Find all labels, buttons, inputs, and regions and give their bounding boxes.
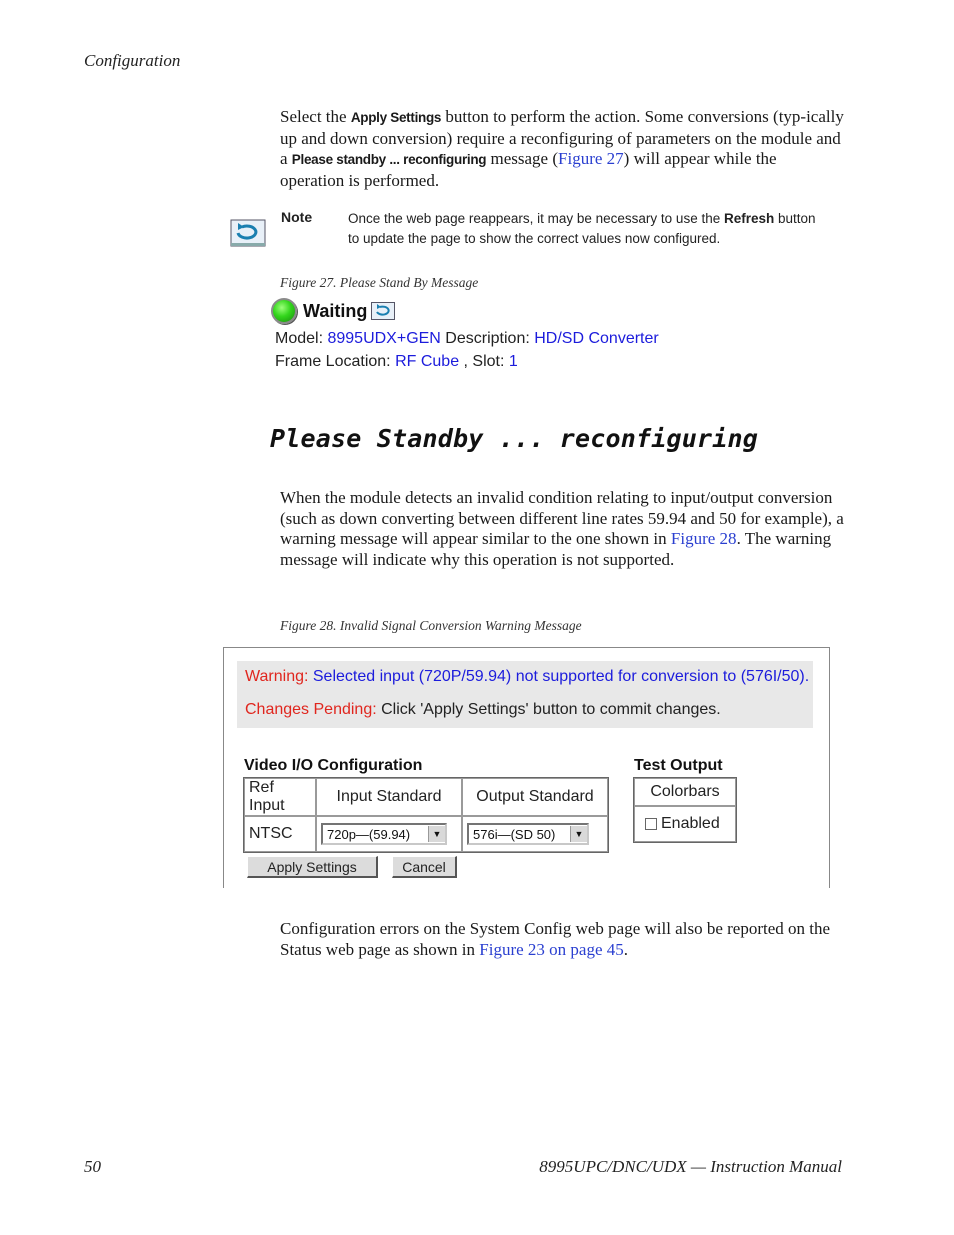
checkbox-icon[interactable]	[645, 818, 657, 830]
intro-paragraph	[280, 107, 845, 191]
enabled-label: Enabled	[661, 815, 720, 832]
input-standard-value: 720p—(59.94)	[327, 826, 411, 842]
pending-line	[245, 701, 721, 719]
note-text	[348, 209, 828, 248]
col-header-colorbars: Colorbars	[634, 778, 736, 806]
frame-label: Frame Location:	[275, 353, 396, 370]
para1-text-2: button to perform the action. Some conversions (typ-ically up and down conversion) require a reconfiguring of parameters on the module and a	[280, 107, 844, 168]
para1-text-1: Select the	[280, 107, 351, 126]
dropdown-arrow-icon[interactable]: ▼	[428, 826, 445, 842]
cancel-button[interactable]: Cancel	[392, 856, 457, 878]
test-output-table	[633, 777, 737, 843]
slot-label: , Slot:	[459, 353, 509, 370]
input-standard-select[interactable]	[321, 823, 447, 845]
apply-settings-button[interactable]: Apply Settings	[247, 856, 378, 878]
apply-settings-term: Apply Settings	[350, 110, 442, 125]
enabled-cell	[634, 806, 736, 842]
output-standard-cell	[462, 816, 608, 852]
status-led-icon	[271, 298, 297, 324]
errors-paragraph	[280, 919, 845, 960]
figure23-link[interactable]: Figure 23 on page 45	[479, 939, 624, 959]
test-output-heading: Test Output	[634, 757, 723, 774]
warning-line	[245, 668, 809, 686]
note-text-2: button to update the page to show the correct values now configured.	[348, 211, 816, 246]
ref-input-value: NTSC	[244, 816, 316, 852]
model-line	[275, 330, 659, 348]
description-value: HD/SD Converter	[534, 330, 659, 347]
dropdown-arrow-icon[interactable]: ▼	[570, 826, 587, 842]
frame-location-line	[275, 353, 518, 371]
status-label: Waiting	[303, 300, 368, 321]
pending-text: Click 'Apply Settings' button to commit changes.	[376, 701, 721, 718]
pending-label: Changes Pending:	[245, 701, 377, 718]
video-io-heading: Video I/O Configuration	[244, 757, 423, 774]
note-label: Note	[281, 209, 313, 225]
para3-text-1: Configuration errors on the System Config web page will also be reported on the Status web page as shown in	[280, 919, 831, 959]
standby-term: Please standby ... reconfiguring	[291, 152, 487, 167]
output-standard-select[interactable]	[467, 823, 589, 845]
running-header: Configuration	[84, 51, 181, 70]
page-number: 50	[84, 1157, 101, 1176]
col-header-input-standard: Input Standard	[316, 778, 462, 816]
figure27-caption: Figure 27. Please Stand By Message	[280, 275, 479, 290]
note-text-1: Once the web page reappears, it may be necessary to use the	[348, 211, 724, 226]
model-value: 8995UDX+GEN	[327, 330, 441, 347]
figure28-caption: Figure 28. Invalid Signal Conversion Warning Message	[280, 618, 582, 633]
figure27-link[interactable]: Figure 27	[558, 149, 624, 168]
para1-text-3: message (	[486, 149, 559, 168]
refresh-icon[interactable]	[371, 302, 395, 320]
para2-text-1: When the module detects an invalid condition relating to input/output conversion (such as down converting between different line rates 59.94 and 50 for example), a warning message will appear similar to the one shown in	[280, 488, 844, 548]
warning-label: Warning:	[245, 668, 309, 685]
para3-text-2: .	[623, 939, 628, 959]
slot-value: 1	[508, 353, 518, 370]
warning-text: Selected input (720P/59.94) not supported for conversion to (576I/50).	[308, 668, 810, 685]
description-label: Description:	[440, 330, 535, 347]
refresh-icon	[230, 219, 266, 247]
video-io-table	[243, 777, 609, 853]
invalid-condition-paragraph	[280, 488, 845, 570]
para2-text-2: . The warning message will indicate why this operation is not supported.	[280, 529, 832, 569]
status-header	[271, 297, 395, 325]
col-header-output-standard: Output Standard	[462, 778, 608, 816]
model-label: Model:	[275, 330, 328, 347]
col-header-ref-input: Ref Input	[244, 778, 316, 816]
input-standard-cell	[316, 816, 462, 852]
para1-text-4: ) will appear while the operation is performed.	[280, 149, 777, 190]
output-standard-value: 576i—(SD 50)	[473, 826, 556, 842]
figure28-link[interactable]: Figure 28	[670, 529, 737, 548]
refresh-term: Refresh	[723, 211, 775, 226]
manual-title: 8995UPC/DNC/UDX — Instruction Manual	[539, 1157, 842, 1176]
standby-message: Please Standby ... reconfiguring	[270, 424, 759, 453]
frame-value[interactable]: RF Cube	[395, 353, 460, 370]
